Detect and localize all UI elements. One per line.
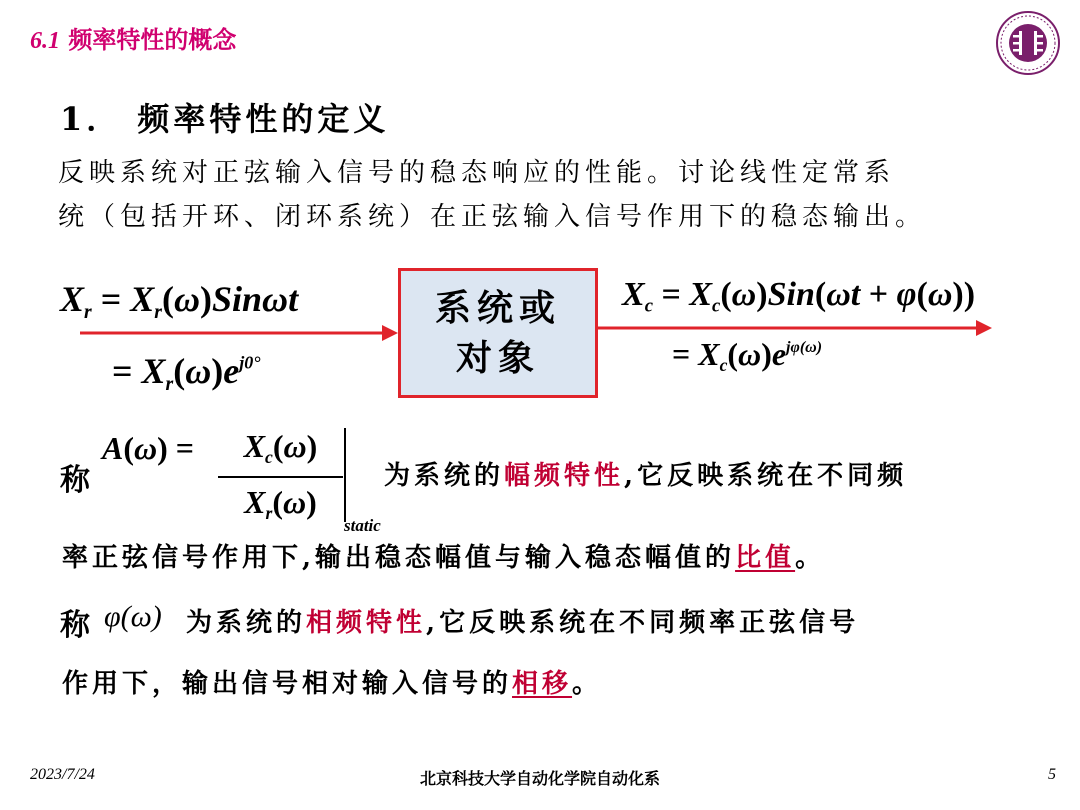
amplitude-formula-lhs: A(ω) =: [102, 430, 195, 466]
amplitude-prefix: 称: [60, 463, 90, 498]
system-block: [398, 268, 598, 398]
system-block-line-2: 对象: [455, 337, 540, 379]
university-seal-icon: [995, 10, 1061, 76]
section-title-text: 频率特性的定义: [137, 100, 390, 138]
section-number: 6.1: [30, 28, 60, 54]
footer-date: 2023/7/24: [30, 766, 95, 783]
phase-description-line-1: [186, 602, 859, 639]
amplitude-fraction: [218, 428, 343, 524]
amplitude-description-line-1: [384, 455, 907, 492]
output-equation-1: $X_c = X_c(\omega)Sin(\omega t + \varphi(\omega))$: [622, 276, 976, 317]
amplitude-line2-before: 率正弦信号作用下,输出稳态幅值与输入稳态幅值的: [62, 543, 736, 573]
footer-organization: 北京科技大学自动化学院自动化系: [419, 769, 660, 788]
phase-shift-term: 相移: [512, 669, 573, 699]
amplitude-numerator: $X_c(\omega)$: [243, 428, 318, 468]
definition-line-1: 反映系统对正弦输入信号的稳态响应的性能。讨论线性定常系: [58, 158, 896, 188]
input-arrow-head: [382, 325, 398, 341]
section-title-number: 1．: [60, 100, 123, 138]
section-title: [60, 94, 389, 140]
amplitude-text-before: 为系统的: [384, 461, 505, 491]
input-equation-2: = $X_r(\omega)e^{j0^\circ}$: [112, 351, 261, 395]
amplitude-text-after: ,它反映系统在不同频: [624, 461, 908, 491]
phase-description-line-2: [62, 663, 602, 700]
fraction-bar: [218, 476, 343, 478]
section-name: 频率特性的概念: [68, 25, 237, 54]
amplitude-highlight: 幅频特性: [504, 461, 625, 491]
phase-prefix: 称: [60, 608, 90, 643]
input-equation-1: $X_r = X_r(\omega)Sin\omega t$: [60, 279, 299, 323]
static-subscript: static: [344, 516, 381, 535]
definition-line-2: 统（包括开环、闭环系统）在正弦输入信号作用下的稳态输出。: [58, 202, 927, 232]
page-number: 5: [1048, 766, 1056, 783]
system-block-line-1: 系统或: [434, 287, 561, 329]
phase-text-after: ,它反映系统在不同频率正弦信号: [426, 608, 860, 638]
phase-text-before: 为系统的: [186, 608, 307, 638]
section-header: [30, 20, 236, 55]
amplitude-ratio-term: 比值: [735, 543, 796, 573]
amplitude-line2-end: 。: [795, 543, 826, 573]
evaluation-bar: [344, 428, 346, 522]
phase-line2-end: 。: [572, 669, 603, 699]
phase-line2-before: 作用下，输出信号相对输入信号的: [62, 669, 513, 699]
output-equation-2: = $X_c(\omega)e^{j\varphi(\omega)}$: [672, 336, 823, 376]
phase-symbol: φ(ω): [104, 600, 162, 633]
amplitude-denominator: $X_r(\omega)$: [244, 484, 317, 524]
phase-highlight: 相频特性: [306, 608, 427, 638]
output-arrow-head: [976, 320, 992, 336]
amplitude-description-line-2: [62, 537, 825, 574]
